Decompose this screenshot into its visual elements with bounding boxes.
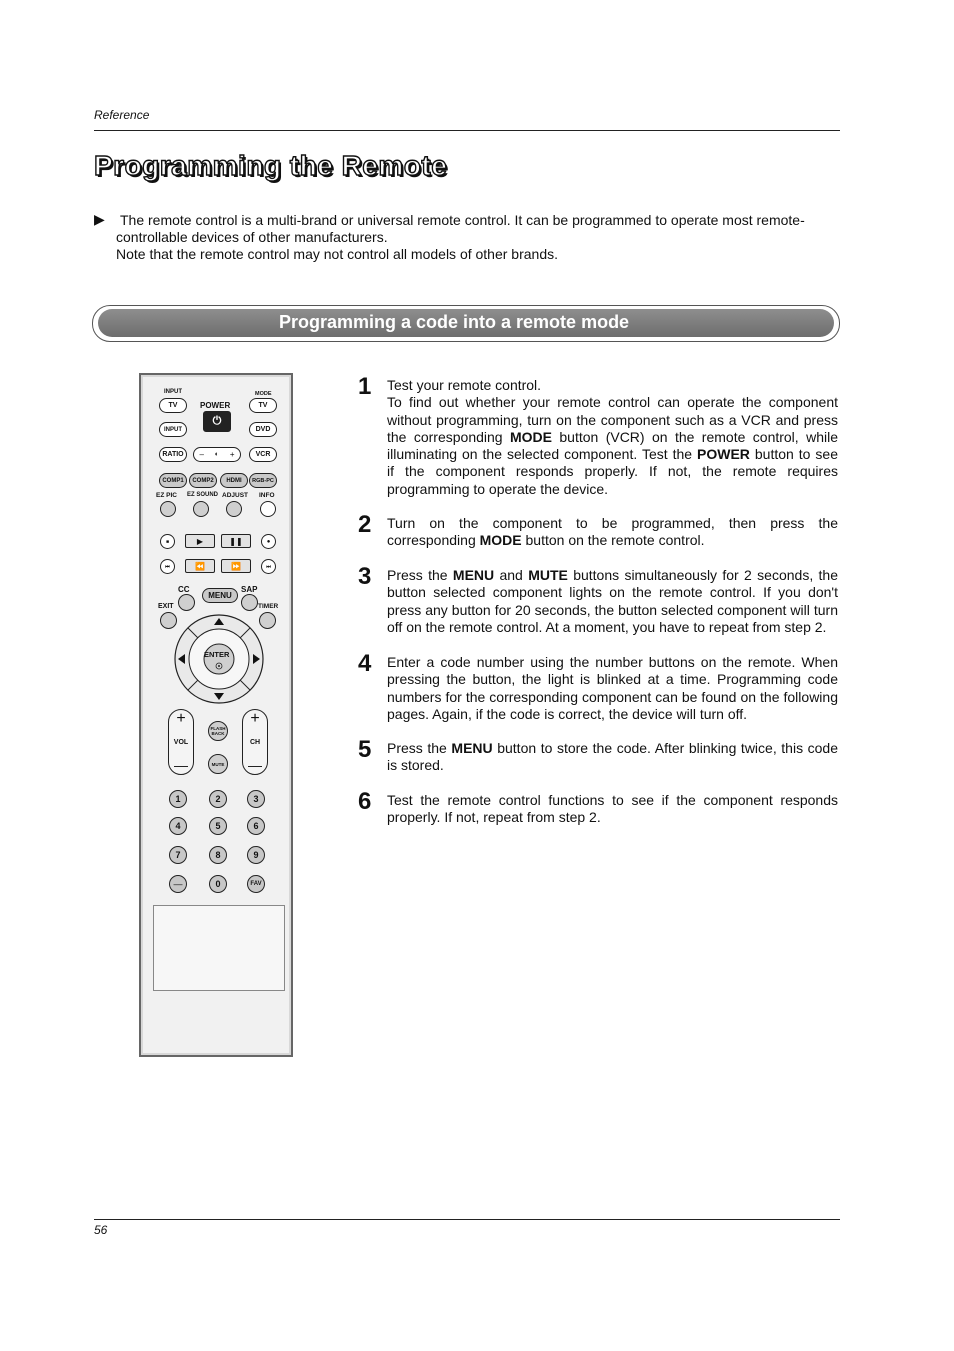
power-button bbox=[203, 411, 231, 432]
ratio-button: RATIO bbox=[159, 447, 187, 462]
tv-mode-button: TV bbox=[249, 398, 277, 413]
step-text: Test the remote control functions to see if the component responds properly. If not, repeat from step 2. bbox=[387, 792, 838, 826]
rgb-pc-button: RGB-PC bbox=[249, 473, 277, 488]
info-button bbox=[260, 501, 276, 517]
menu-button: MENU bbox=[202, 588, 238, 603]
number-4-button: 4 bbox=[169, 817, 187, 835]
ch-plus-icon: + bbox=[250, 710, 260, 727]
step-6 bbox=[358, 788, 838, 827]
pause-button bbox=[221, 534, 251, 548]
mode-label: MODE bbox=[255, 391, 272, 397]
number-9-button: 9 bbox=[247, 846, 265, 864]
step-text: Turn on the component to be programmed, then press the corresponding MODE button on the remote control. bbox=[387, 515, 838, 549]
volume-rocker bbox=[168, 709, 194, 775]
intro-line-1: The remote control is a multi-brand or universal remote control. It can be programmed to operate most remote-controllable devices of other manufacturers. bbox=[116, 212, 805, 245]
step-number: 3 bbox=[358, 563, 372, 590]
number-1-button: 1 bbox=[169, 790, 187, 808]
number-3-button: 3 bbox=[247, 790, 265, 808]
power-icon: ⏻ bbox=[212, 415, 222, 427]
dvd-button: DVD bbox=[249, 422, 277, 437]
vol-plus-icon: + bbox=[176, 710, 186, 727]
ch-label: CH bbox=[249, 738, 261, 746]
number-5-button: 5 bbox=[209, 817, 227, 835]
dash-button: — bbox=[169, 875, 187, 893]
cc-button bbox=[178, 594, 195, 611]
input-label: INPUT bbox=[164, 389, 182, 395]
step-3 bbox=[358, 563, 839, 636]
intro bbox=[94, 212, 834, 263]
step-number: 5 bbox=[358, 736, 372, 763]
skip-back-icon: ⏮ bbox=[165, 563, 170, 570]
skip-forward-button bbox=[261, 559, 276, 574]
fast-forward-icon: ⏩ bbox=[231, 561, 241, 571]
input-button: INPUT bbox=[159, 422, 187, 437]
adjust-label: ADJUST bbox=[222, 492, 249, 499]
navigation-ring bbox=[173, 613, 265, 705]
step-text: Press the MENU button to store the code. After blinking twice, this code is stored. bbox=[387, 740, 839, 774]
tv-input-button: TV bbox=[159, 398, 187, 413]
step-text: Test your remote control. To find out whether your remote control can operate the component without programming, turn on the component such as a VCR and press the corresponding MODE button (VCR) on the remote control, while illuminating on the selected component. Test the POWER button to see if the component responds properly. If not, the remote requires programming to operate the device. bbox=[387, 377, 838, 497]
ez-pic-button bbox=[160, 501, 176, 517]
footer-rule bbox=[94, 1219, 840, 1220]
page-number: 56 bbox=[94, 1223, 108, 1237]
comp1-button: COMP1 bbox=[159, 473, 187, 488]
energy-saving-rocker: – ◐ + bbox=[193, 447, 241, 462]
flashback-button: FLASH BACK bbox=[208, 721, 228, 741]
stop-icon: ■ bbox=[165, 538, 170, 545]
channel-rocker bbox=[242, 709, 268, 775]
step-number: 4 bbox=[358, 650, 372, 677]
timer-label: TIMER bbox=[258, 603, 279, 610]
step-2 bbox=[358, 511, 838, 550]
step-number: 2 bbox=[358, 511, 372, 538]
pause-icon: ❚❚ bbox=[229, 536, 243, 546]
remote-control-illustration bbox=[139, 373, 293, 1057]
vcr-button: VCR bbox=[249, 447, 277, 462]
enter-label: ENTER bbox=[204, 650, 230, 659]
info-label: INFO bbox=[259, 492, 275, 499]
page-title: Programming the Remote bbox=[94, 150, 448, 181]
step-number: 6 bbox=[358, 788, 372, 815]
bullet-arrow-icon: ▶ bbox=[94, 211, 105, 227]
play-icon: ▶ bbox=[196, 536, 204, 546]
record-icon: ● bbox=[266, 538, 271, 545]
step-text: Press the MENU and MUTE buttons simultaneously for 2 seconds, the button selected component lights on the remote control. If you don't press any button for 20 seconds, the button selected component will turn off on the remote control. At a moment, you have to repeat from step 2. bbox=[387, 567, 839, 635]
number-2-button: 2 bbox=[209, 790, 227, 808]
sap-label: SAP bbox=[241, 585, 258, 594]
header-rule bbox=[94, 130, 840, 131]
step-text: Enter a code number using the number buttons on the remote. When pressing the button, the light is blinked at a time. Programming code numbers for the corresponding component can be found on the following pages. Again, if the code is correct, the device will turn off. bbox=[387, 654, 838, 722]
rewind-icon: ⏪ bbox=[195, 561, 205, 571]
power-label: POWER bbox=[200, 401, 231, 410]
section-label: Reference bbox=[94, 108, 150, 122]
vol-minus-icon: — bbox=[174, 757, 188, 773]
intro-line-2: Note that the remote control may not control all models of other brands. bbox=[116, 246, 559, 262]
skip-forward-icon: ⏭ bbox=[266, 563, 271, 570]
ez-sound-button bbox=[193, 501, 209, 517]
mute-button: MUTE bbox=[208, 754, 228, 774]
number-7-button: 7 bbox=[169, 846, 187, 864]
number-8-button: 8 bbox=[209, 846, 227, 864]
play-button bbox=[185, 534, 215, 548]
skip-back-button bbox=[160, 559, 175, 574]
stop-button bbox=[160, 534, 175, 549]
vol-label: VOL bbox=[173, 738, 189, 746]
fast-forward-button bbox=[221, 559, 251, 573]
cc-label: CC bbox=[178, 585, 190, 594]
fav-button: FAV bbox=[247, 875, 265, 893]
sap-button bbox=[241, 594, 258, 611]
step-number: 1 bbox=[358, 373, 372, 400]
step-1 bbox=[358, 373, 838, 498]
exit-label: EXIT bbox=[158, 603, 174, 610]
rewind-button bbox=[185, 559, 215, 573]
hdmi-button: HDMI bbox=[220, 473, 248, 488]
record-button bbox=[261, 534, 276, 549]
comp2-button: COMP2 bbox=[189, 473, 217, 488]
step-5 bbox=[358, 736, 839, 775]
remote-label-panel bbox=[153, 905, 285, 991]
ez-sound-label: EZ SOUND bbox=[187, 492, 219, 498]
adjust-button bbox=[226, 501, 242, 517]
section-heading: Programming a code into a remote mode bbox=[279, 312, 630, 332]
number-0-button: 0 bbox=[209, 875, 227, 893]
step-4 bbox=[358, 650, 838, 723]
ez-pic-label: EZ PIC bbox=[156, 492, 177, 499]
number-6-button: 6 bbox=[247, 817, 265, 835]
ch-minus-icon: — bbox=[248, 757, 262, 773]
